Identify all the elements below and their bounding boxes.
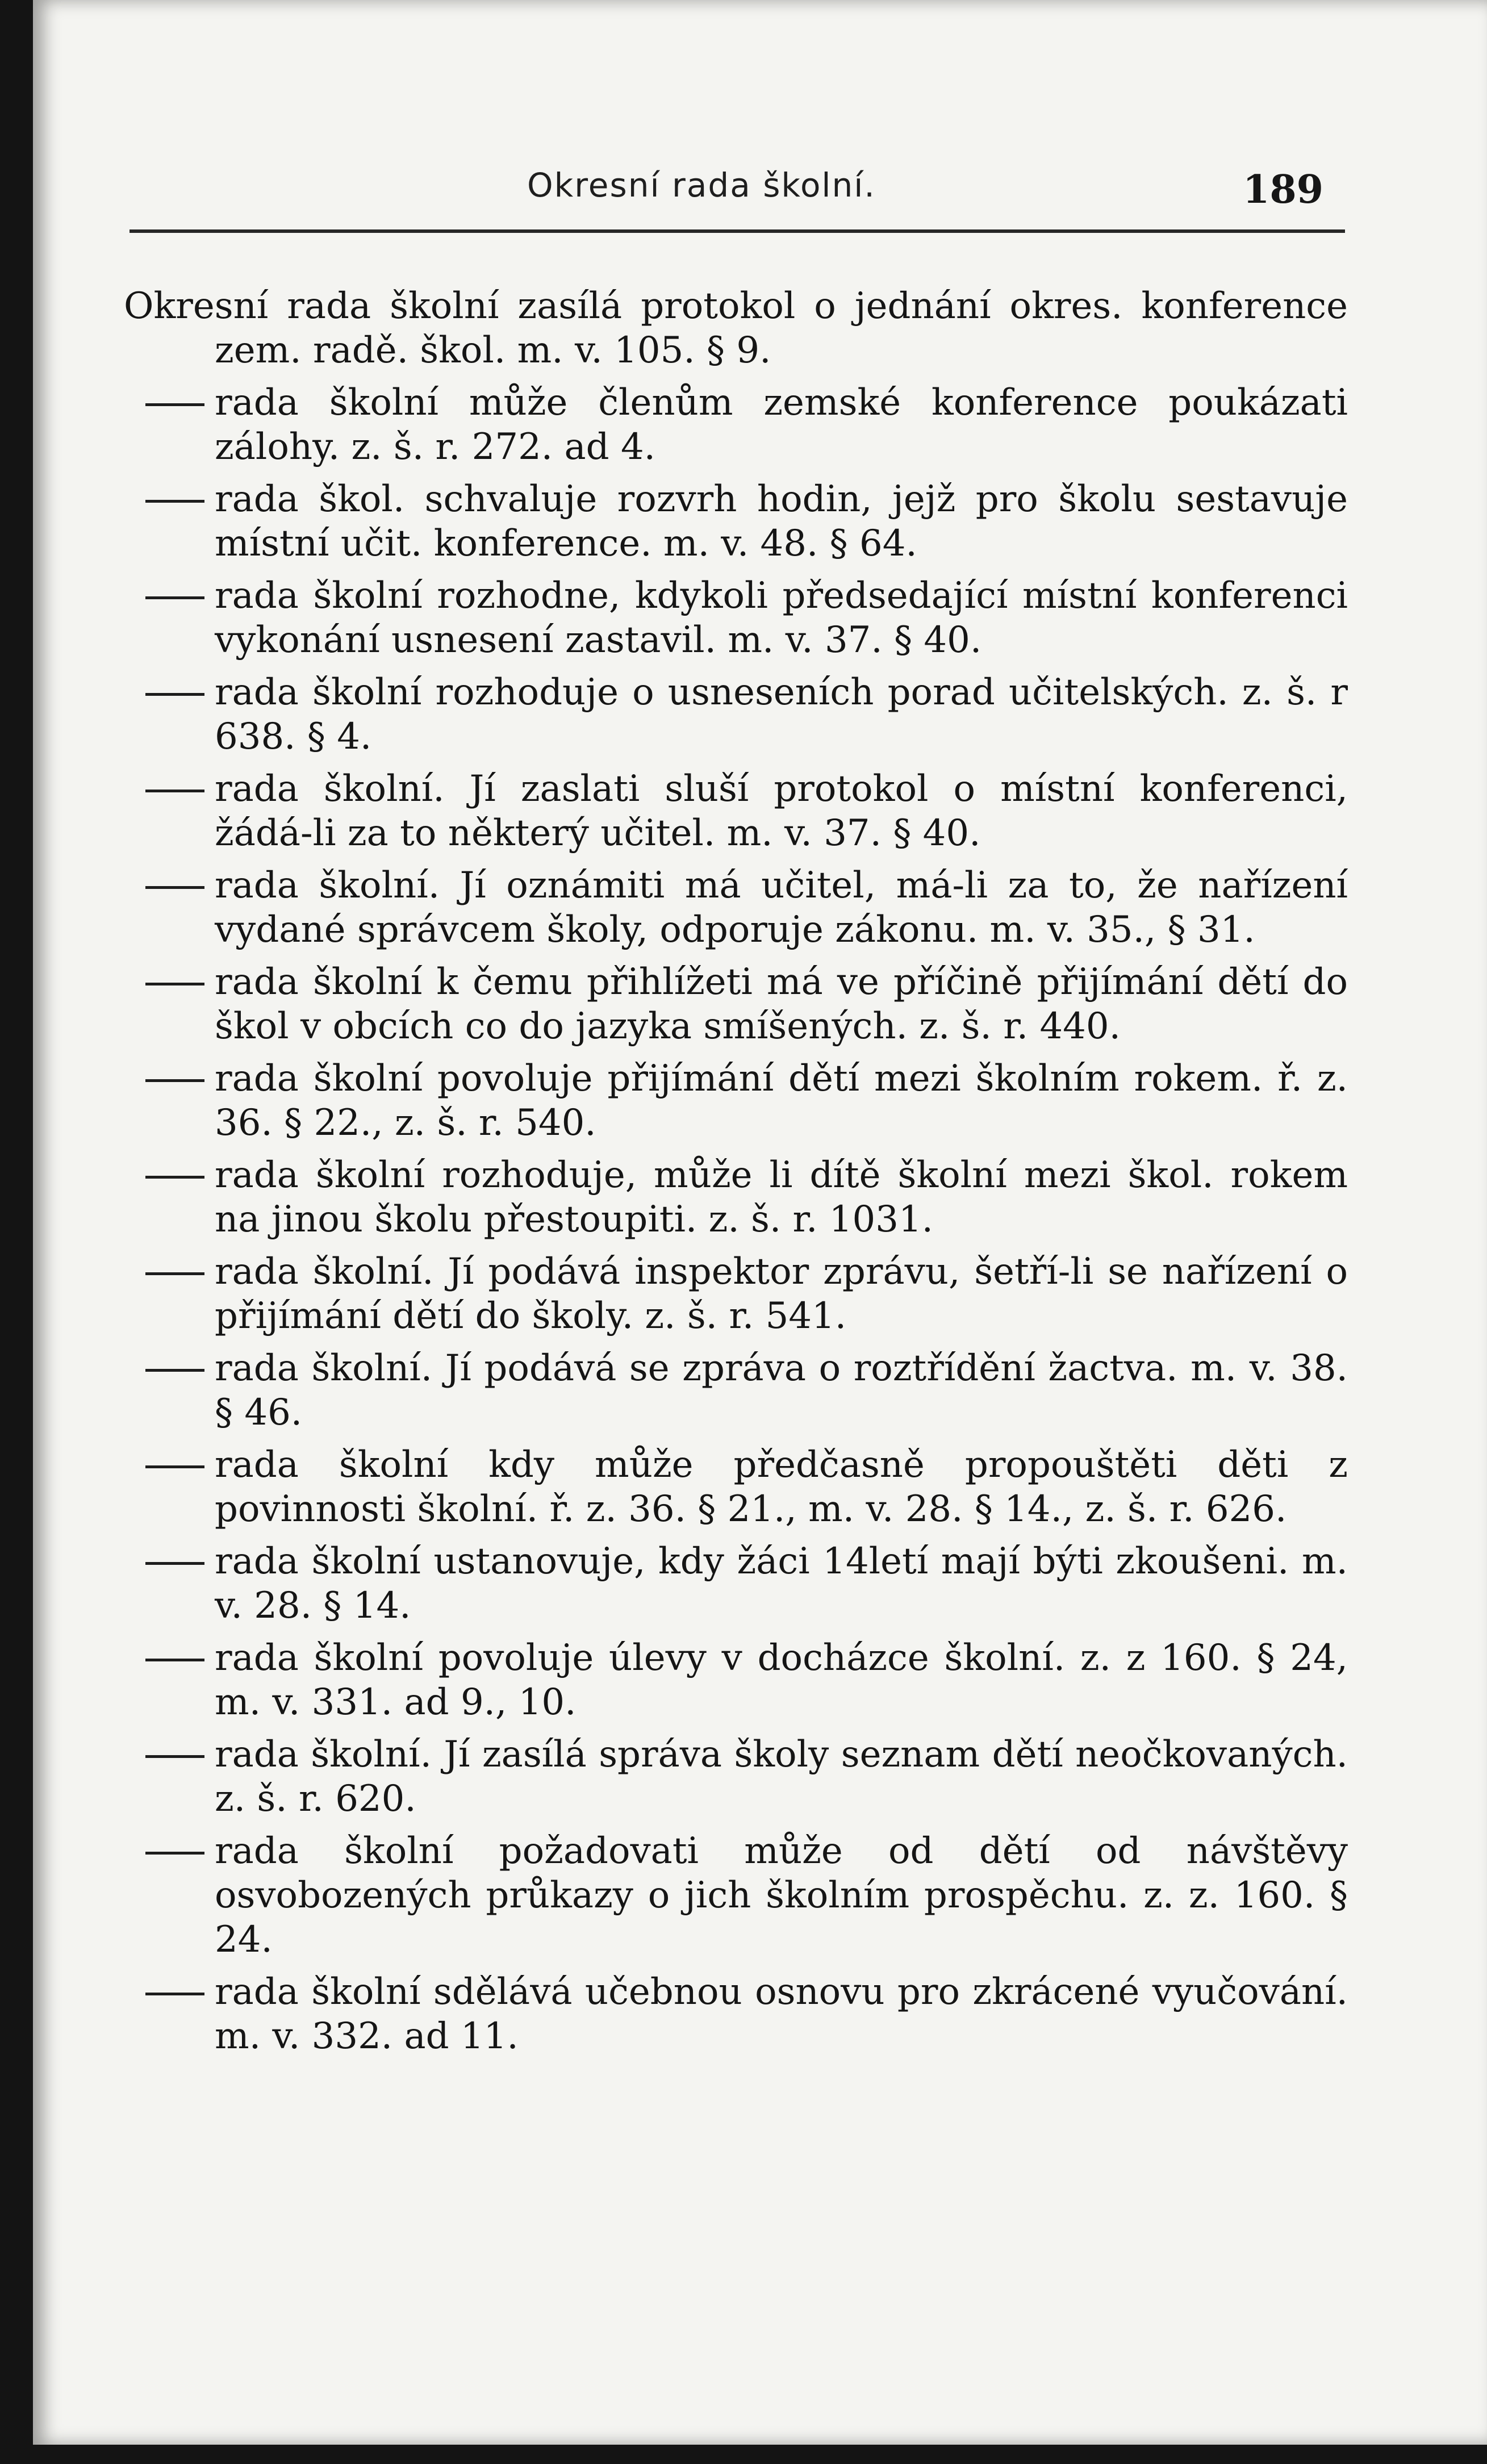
index-entry [33,1153,1487,1242]
entry-text: rada školní požadovati může od dětí od návštěvy osvobozených průkazy o jich školním prospěchu. z. z. 160. § 24. [215,1830,1348,1961]
running-head [33,166,1487,211]
index-entry [33,1346,1487,1435]
index-entry [33,1250,1487,1338]
entry-text: rada školní ustanovuje, kdy žáci 14letí mají býti zkoušeni. m. v. 28. § 14. [215,1540,1348,1627]
running-title: Okresní rada školní. [527,166,876,204]
page-number: 189 [1243,167,1323,212]
entry-text: rada školní. Jí zaslati sluší protokol o místní konferenci, žádá-li za to některý učitel. m. v. 37. § 40. [215,768,1348,854]
index-entry [33,1056,1487,1145]
scan-edge-left [0,0,33,2464]
book-page [33,0,1487,2445]
entry-text: rada školní rozhodne, kdykoli předsedající místní konferenci vykonání usnesení zastavil. m. v. 37. § 40. [215,575,1348,661]
entry-text: rada školní kdy může předčasně propouštěti děti z povinnosti školní. ř. z. 36. § 21., m. v. 28. § 14., z. š. r. 626. [215,1444,1348,1530]
index-entry [33,767,1487,855]
entry-text: rada školní rozhoduje, může li dítě školní mezi škol. rokem na jinou školu přestoupiti. z. š. r. 1031. [215,1154,1348,1241]
index-entry-headword [33,284,1487,373]
entry-text: rada školní rozhoduje o usneseních porad učitelských. z. š. r 638. § 4. [215,671,1348,758]
entry-text: rada školní povoluje úlevy v docházce školní. z. z 160. § 24, m. v. 331. ad 9., 10. [215,1637,1348,1723]
entry-text: rada školní může členům zemské konference poukázati zálohy. z. š. r. 272. ad 4. [215,382,1348,468]
index-entry [33,670,1487,759]
index-entry [33,863,1487,952]
index-entry [33,960,1487,1049]
header-rule [130,229,1345,233]
entry-text: rada škol. schvaluje rozvrh hodin, jejž pro školu sestavuje místní učit. konference. m. v. 48. § 64. [215,478,1348,565]
index-entry [33,1539,1487,1628]
index-entry [33,477,1487,566]
entry-text: rada školní povoluje přijímání dětí mezi školním rokem. ř. z. 36. § 22., z. š. r. 540. [215,1058,1348,1144]
index-entries [33,284,1487,2058]
scan-edge-bottom [0,2445,1487,2464]
index-entry [33,1732,1487,1821]
entry-text: Okresní rada školní zasílá protokol o jednání okres. konference zem. radě. škol. m. v. 105. § 9. [124,285,1348,371]
index-entry [33,1829,1487,1962]
entry-text: rada školní. Jí oznámiti má učitel, má-li za to, že nařízení vydané správcem školy, odporuje zákonu. m. v. 35., § 31. [215,865,1348,951]
entry-text: rada školní k čemu přihlížeti má ve příčině přijímání dětí do škol v obcích co do jazyka smíšených. z. š. r. 440. [215,961,1348,1047]
index-entry [33,1970,1487,2058]
entry-text: rada školní. Jí podává se zpráva o roztřídění žactva. m. v. 38. § 46. [215,1347,1348,1434]
index-entry [33,381,1487,469]
entry-text: rada školní. Jí podává inspektor zprávu, šetří-li se nařízení o přijímání dětí do školy. z. š. r. 541. [215,1251,1348,1337]
index-entry [33,1443,1487,1531]
index-entry [33,574,1487,662]
entry-text: rada školní sdělává učebnou osnovu pro zkrácené vyučování. m. v. 332. ad 11. [215,1971,1348,2057]
entry-text: rada školní. Jí zasílá správa školy seznam dětí neočkovaných. z. š. r. 620. [215,1734,1348,1820]
index-entry [33,1636,1487,1724]
